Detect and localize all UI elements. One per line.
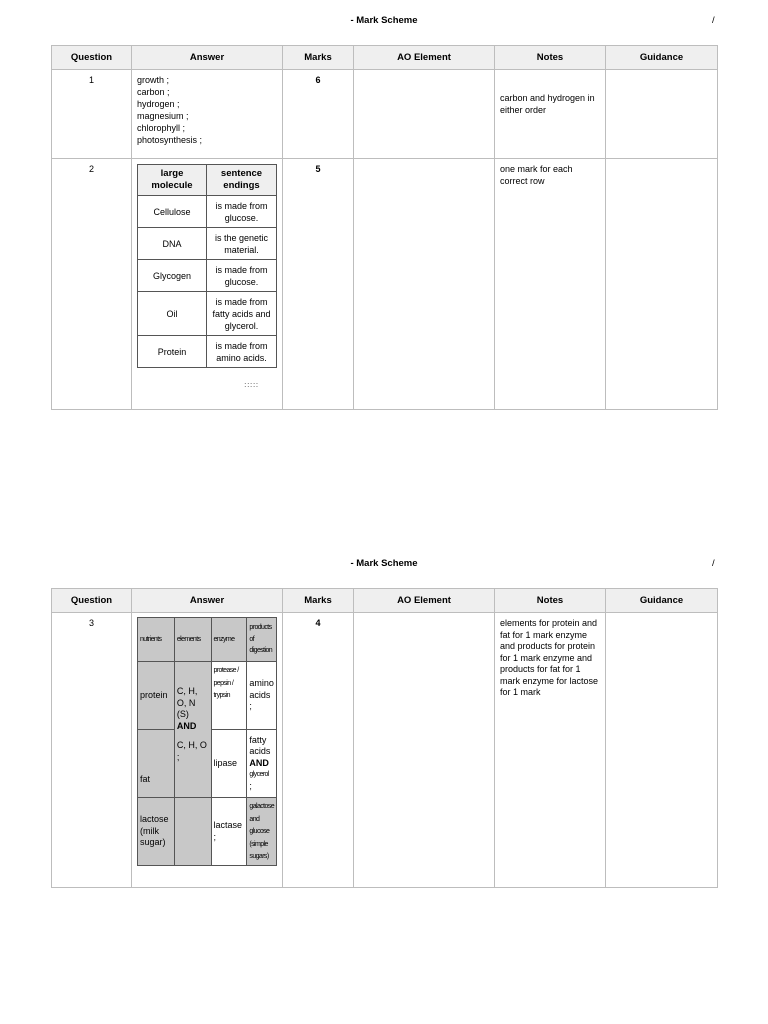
molecule-table: [137, 164, 277, 368]
products-and-label: AND: [249, 757, 269, 768]
subtable-header: products of digestion: [247, 618, 277, 662]
subtable-row: [138, 260, 277, 292]
ending-cell: is the genetic material.: [207, 228, 277, 260]
subtable-row: [138, 336, 277, 368]
column-header-marks: Marks: [283, 589, 354, 613]
page-number: /: [712, 15, 715, 26]
and-label: AND: [176, 720, 197, 731]
molecule-cell: Glycogen: [138, 260, 207, 292]
marks-cell: 4: [283, 613, 354, 888]
molecule-cell: Cellulose: [138, 196, 207, 228]
page-title: - Mark Scheme: [350, 558, 418, 569]
mark-scheme-table: [51, 588, 718, 888]
column-header-ao-element: AO Element: [354, 46, 495, 70]
column-header-answer: Answer: [132, 589, 283, 613]
notes-cell: carbon and hydrogen in either order: [495, 70, 606, 159]
answer-line: growth ;: [137, 75, 170, 85]
page-header: [0, 558, 768, 572]
answer-line: chlorophyll ;: [137, 123, 186, 133]
guidance-cell: [606, 613, 718, 888]
guidance-cell: [606, 159, 718, 410]
header-row: [52, 589, 718, 613]
enzyme-cell: [211, 662, 247, 730]
notes-cell: elements for protein and fat for 1 mark enzyme and products for protein for 1 mark enzyme and products for fat for 1 mark enzyme for lactose for 1 mark: [495, 613, 606, 888]
question-number: 1: [52, 70, 132, 159]
ending-cell: is made from amino acids.: [207, 336, 277, 368]
answer-list: [137, 74, 277, 146]
question-number: 2: [52, 159, 132, 410]
enzyme-cell: lactase ;: [211, 798, 247, 866]
answer-cell: [132, 70, 283, 159]
subtable-header-row: [138, 618, 277, 662]
notes-cell: one mark for each correct row: [495, 159, 606, 410]
marks-cell: 5: [283, 159, 354, 410]
header-row: [52, 46, 718, 70]
molecule-cell: Protein: [138, 336, 207, 368]
subtable-header: enzyme: [211, 618, 247, 662]
elements-cell: [174, 662, 211, 798]
column-header-question: Question: [52, 589, 132, 613]
subtable-header: nutrients: [138, 618, 175, 662]
ao-element-cell: [354, 70, 495, 159]
products-lactose: galactose and glucose (simple sugars): [249, 803, 274, 861]
elements-fat: C, H, O ;: [176, 740, 207, 762]
molecule-cell: DNA: [138, 228, 207, 260]
nutrient-cell: lactose (milk sugar): [138, 798, 175, 866]
products-fat-end: ;: [249, 780, 252, 791]
answer-line: magnesium ;: [137, 111, 189, 121]
column-header-ao-element: AO Element: [354, 589, 495, 613]
dotted-marker: :::::: [244, 382, 259, 389]
subtable-header: elements: [174, 618, 211, 662]
subtable-header: large molecule: [138, 165, 207, 196]
marks-cell: 6: [283, 70, 354, 159]
products-cell: amino acids ;: [247, 662, 277, 730]
column-header-notes: Notes: [495, 589, 606, 613]
elements-cell: [174, 798, 211, 866]
subtable-row: [138, 196, 277, 228]
answer-cell: [132, 613, 283, 888]
page-number: /: [712, 558, 715, 569]
ao-element-cell: [354, 159, 495, 410]
products-cell: [247, 730, 277, 798]
table-row: [52, 70, 718, 159]
products-fat-b: glycerol: [249, 771, 269, 779]
products-fat-a: fatty acids: [249, 734, 271, 757]
table-row: [52, 613, 718, 888]
column-header-guidance: Guidance: [606, 46, 718, 70]
subtable-row-lactose: [138, 798, 277, 866]
nutrient-cell: fat: [138, 730, 175, 798]
column-header-question: Question: [52, 46, 132, 70]
column-header-guidance: Guidance: [606, 589, 718, 613]
table-row: [52, 159, 718, 410]
nutrient-cell: protein: [138, 662, 175, 730]
answer-line: hydrogen ;: [137, 99, 180, 109]
subtable-header-row: [138, 165, 277, 196]
mark-scheme-table: [51, 45, 718, 410]
enzyme-cell: lipase: [211, 730, 247, 798]
page-title: - Mark Scheme: [350, 15, 418, 26]
subtable-row: [138, 292, 277, 336]
guidance-cell: [606, 70, 718, 159]
subtable-header: sentence endings: [207, 165, 277, 196]
molecule-cell: Oil: [138, 292, 207, 336]
enzyme-protein: protease / pepsin / trypsin: [213, 667, 239, 699]
subtable-row: [138, 228, 277, 260]
answer-line: carbon ;: [137, 87, 170, 97]
answer-cell: [132, 159, 283, 410]
nutrients-table: [137, 617, 277, 866]
answer-line: photosynthesis ;: [137, 135, 203, 145]
ao-element-cell: [354, 613, 495, 888]
subtable-row-protein: [138, 662, 277, 730]
page-header: [0, 15, 768, 29]
column-header-marks: Marks: [283, 46, 354, 70]
ending-cell: is made from fatty acids and glycerol.: [207, 292, 277, 336]
elements-protein: C, H, O, N (S): [176, 686, 198, 719]
column-header-answer: Answer: [132, 46, 283, 70]
ending-cell: is made from glucose.: [207, 196, 277, 228]
question-number: 3: [52, 613, 132, 888]
ending-cell: is made from glucose.: [207, 260, 277, 292]
products-cell: [247, 798, 277, 866]
column-header-notes: Notes: [495, 46, 606, 70]
